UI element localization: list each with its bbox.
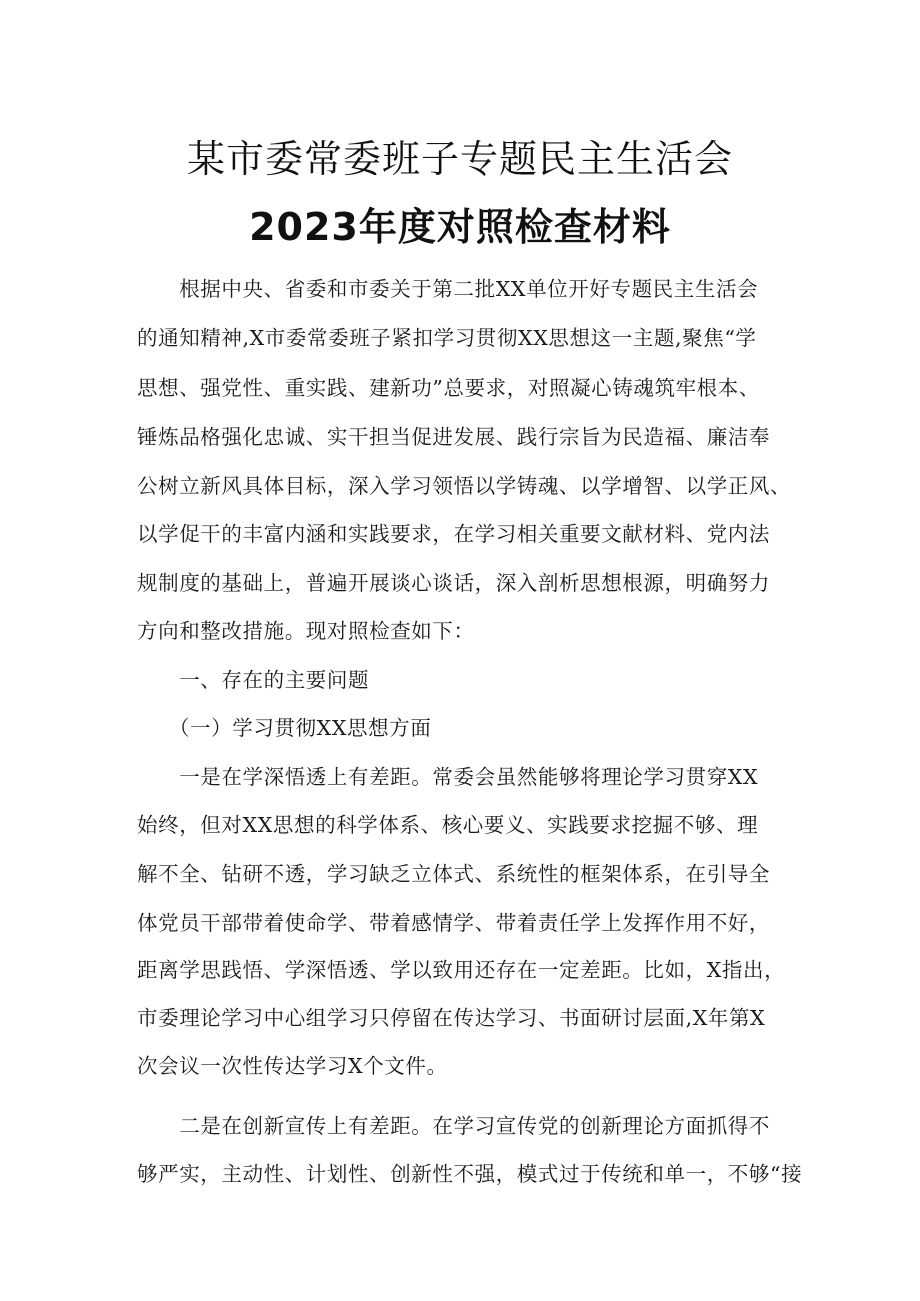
subsection-heading: （一）学习贯彻XX思想方面 (137, 716, 432, 740)
body-line: 二是在创新宣传上有差距。在学习宣传党的创新理论方面抓得不 (137, 1114, 770, 1138)
body-line: 根据中央、省委和市委关于第二批XX单位开好专题民主生活会 (137, 277, 759, 301)
body-line: 锤炼品格强化忠诚、实干担当促进发展、践行宗旨为民造福、廉洁奉 (137, 425, 770, 449)
document-title-line-2: 2023年度对照检查材料 (249, 205, 671, 249)
body-line: 距离学思践悟、学深悟透、学以致用还存在一定差距。比如，X指出， (137, 958, 786, 982)
body-line: 次会议一次性传达学习X个文件。 (137, 1054, 448, 1078)
body-line: 以学促干的丰富内涵和实践要求，在学习相关重要文献材料、党内法 (137, 522, 770, 546)
body-line: 体党员干部带着使命学、带着感情学、带着责任学上发挥作用不好， (137, 911, 770, 935)
section-heading: 一、存在的主要问题 (137, 668, 370, 692)
body-line: 思想、强党性、重实践、建新功”总要求，对照凝心铸魂筑牢根本、 (137, 376, 760, 400)
body-line: 的通知精神,X市委常委班子紧扣学习贯彻XX思想这一主题,聚焦“学 (137, 326, 757, 350)
body-line: 解不全、钻研不透，学习缺乏立体式、系统性的框架体系，在引导全 (137, 862, 770, 886)
body-line: 够严实，主动性、计划性、创新性不强，模式过于传统和单一，不够“接 (137, 1162, 803, 1186)
body-line: 市委理论学习中心组学习只停留在传达学习、书面研讨层面,X年第X (137, 1006, 766, 1030)
body-line: 规制度的基础上，普遍开展谈心谈话，深入剖析思想根源，明确努力 (137, 571, 770, 595)
body-line: 始终，但对XX思想的科学体系、核心要义、实践要求挖掘不够、理 (137, 813, 759, 837)
body-line: 一是在学深悟透上有差距。常委会虽然能够将理论学习贯穿XX (137, 765, 759, 789)
document-title-line-1: 某市委常委班子专题民主生活会 (186, 137, 733, 181)
body-line: 公树立新风具体目标，深入学习领悟以学铸魂、以学增智、以学正风、 (137, 474, 792, 498)
body-line: 方向和整改措施。现对照检查如下： (137, 619, 475, 643)
